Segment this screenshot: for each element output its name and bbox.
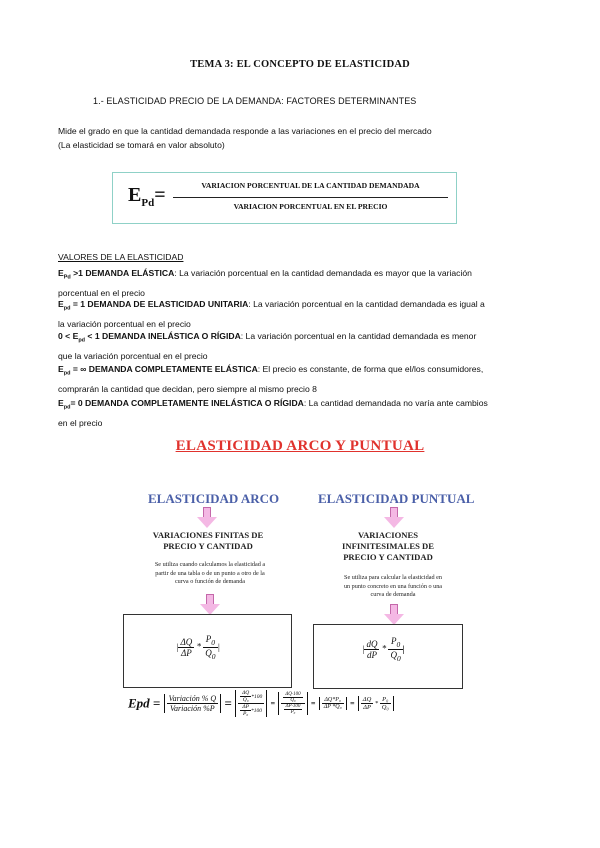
arc-heading: VARIACIONES FINITAS DE PRECIO Y CANTIDAD — [152, 530, 264, 551]
formula-denominator: VARIACION PORCENTUAL EN EL PRECIO — [233, 202, 388, 211]
arc-title: ELASTICIDAD ARCO — [148, 491, 280, 506]
point-formula: | $\frac{dQ}{dP}$ * $\frac{P_0}{Q_0}$ | — [362, 636, 405, 663]
formula-lhs: $E_{Pd}=$ — [128, 184, 166, 209]
section-subtitle: 1.- ELASTICIDAD PRECIO DE LA DEMANDA: FACTORES DETERMINANTES — [93, 96, 417, 106]
intro-line-1: Mide el grado en que la cantidad demandada responde a las variaciones en el precio del mercado — [58, 126, 432, 136]
fraction-line — [173, 197, 448, 198]
down-arrow-icon — [386, 507, 402, 527]
arc-formula: | $\frac{\Delta Q}{\Delta P}$ * $\frac{P_0}{Q_0}$ | — [176, 634, 221, 661]
value-item: $E_{pd} = 1$ DEMANDA DE ELASTICIDAD UNITARIA: La variación porcentual en la cantidad demandada es igual a la variación porcentual en el precio — [58, 299, 485, 330]
down-arrow-icon — [202, 594, 218, 614]
value-item: $E_{pd}= 0$ DEMANDA COMPLETAMENTE INELÁSTICA O RÍGIDA: La cantidad demandada no varía ante cambios en el precio — [58, 398, 488, 429]
page-title: TEMA 3: EL CONCEPTO DE ELASTICIDAD — [190, 59, 410, 70]
point-title: ELASTICIDAD PUNTUAL — [318, 491, 475, 506]
point-heading: VARIACIONES INFINITESIMALES DE PRECIO Y CANTIDAD — [342, 530, 434, 562]
values-heading: VALORES DE LA ELASTICIDAD — [58, 252, 184, 262]
arc-note: Se utiliza cuando calculamos la elasticidad a partir de una tabla o de un punto a otro de la curva o función de demanda — [154, 561, 266, 585]
down-arrow-icon — [199, 507, 215, 527]
value-item: $E_{Pd} >1$ DEMANDA ELÁSTICA: La variación porcentual en la cantidad demandada es mayor que la variación porcentual en el precio — [58, 268, 472, 299]
value-item: $E_{pd}$ = ∞ DEMANDA COMPLETAMENTE ELÁSTICA: El precio es constante, de forma que el/los consumidores, comprarán la cantidad que decidan, pero siempre al mismo precio 8 — [58, 364, 484, 395]
down-arrow-icon — [386, 604, 402, 624]
point-note: Se utiliza para calcular la elasticidad en un punto concreto en una función o una curva de demanda — [343, 574, 443, 598]
value-item: $0 < E_{pd} < 1$ DEMANDA INELÁSTICA O RÍGIDA: La variación porcentual en la cantidad demandada es menor que la variación porcentual en el precio — [58, 331, 477, 362]
bottom-formula: Epd = Variación % Q Variación %P = $\frac{\Delta Q}{\text{Q₀}}$ *100 $\frac{\Delta P}{\text{P₀}}$ *100 = $\frac{\frac{\Delta Q\cdot 100}{\text{Q₀}}}{\frac{\Delta P\cdot 100}{\text{P₀}}}$ = $\frac{\text{ΔQ*P₀}}{\text{ΔP *Q₀}}$ = $\frac{\Delta Q}{\Delta P}$ * $\frac{\text{P₀}}{\text{Q₀}}$ — [128, 690, 394, 717]
formula-numerator: VARIACION PORCENTUAL DE LA CANTIDAD DEMANDADA — [201, 181, 420, 190]
intro-line-2: (La elasticidad se tomará en valor absoluto) — [58, 140, 225, 150]
diagram-title: ELASTICIDAD ARCO Y PUNTUAL — [175, 438, 425, 454]
